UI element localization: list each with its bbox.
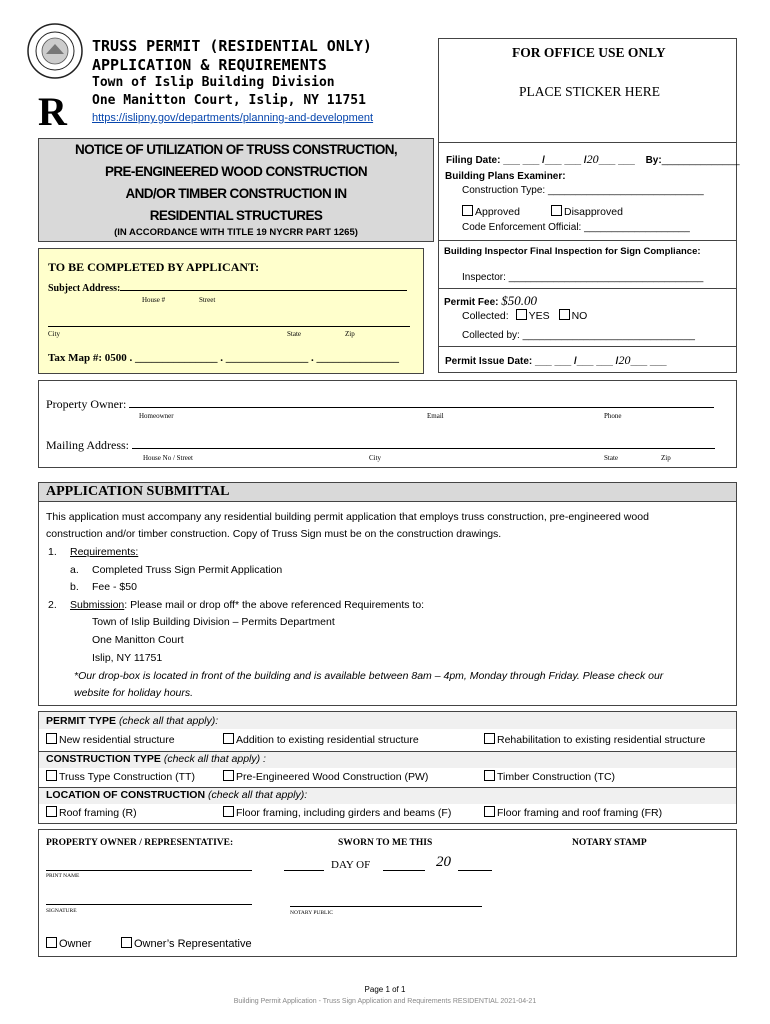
doc-title-line1: TRUSS PERMIT (RESIDENTIAL ONLY) bbox=[92, 37, 372, 55]
website-link[interactable]: https://islipny.gov/departments/planning-and-development bbox=[92, 112, 374, 124]
org-address: One Manitton Court, Islip, NY 11751 bbox=[92, 93, 366, 108]
submission-address-2: One Manitton Court bbox=[92, 634, 184, 646]
sworn-day-line[interactable] bbox=[284, 870, 324, 871]
print-name-line[interactable] bbox=[46, 870, 252, 871]
homeowner-caption: Homeowner bbox=[139, 412, 174, 420]
submittal-heading: APPLICATION SUBMITTAL bbox=[46, 484, 230, 499]
yes-checkbox[interactable]: YES bbox=[512, 310, 550, 322]
sub-number: 2. bbox=[48, 599, 57, 611]
construction-tt-checkbox[interactable]: Truss Type Construction (TT) bbox=[46, 770, 195, 783]
city-line[interactable] bbox=[48, 326, 410, 327]
construction-tc-checkbox[interactable]: Timber Construction (TC) bbox=[484, 770, 615, 783]
location-roof-checkbox[interactable]: Roof framing (R) bbox=[46, 806, 137, 819]
sworn-month-line[interactable] bbox=[383, 870, 425, 871]
submission-address-3: Islip, NY 11751 bbox=[92, 652, 163, 664]
city-caption: City bbox=[48, 330, 61, 338]
location-floor-roof-checkbox[interactable]: Floor framing and roof framing (FR) bbox=[484, 806, 662, 819]
r-mark: R bbox=[38, 89, 67, 134]
owner-rep-checkbox[interactable]: Owner’s Representative bbox=[121, 937, 252, 950]
applicant-heading: TO BE COMPLETED BY APPLICANT: bbox=[48, 260, 260, 274]
plans-examiner-label: Building Plans Examiner: bbox=[445, 171, 566, 182]
location-floor-checkbox[interactable]: Floor framing, including girders and beams (F) bbox=[223, 806, 451, 819]
dropbox-note-1: *Our drop-box is located in front of the building and is available between 8am – 4pm, Monday through Friday. Please check our bbox=[74, 670, 664, 682]
town-seal bbox=[26, 22, 84, 80]
dropbox-note-2: website for holiday hours. bbox=[74, 687, 194, 699]
filing-date[interactable]: Filing Date: ___ ___ /___ ___ /20___ ___ By:______________ bbox=[446, 152, 740, 166]
org-name: Town of Islip Building Division bbox=[92, 75, 335, 90]
notice-line1: NOTICE OF UTILIZATION OF TRUSS CONSTRUCTION, bbox=[74, 142, 398, 157]
notary-public-caption: NOTARY PUBLIC bbox=[290, 910, 333, 916]
owner-zip-caption: Zip bbox=[661, 454, 671, 462]
submittal-text-2: construction and/or timber construction. Copy of Truss Sign must be on the construction drawings. bbox=[46, 528, 502, 540]
code-official-field[interactable]: Code Enforcement Official: ___________________ bbox=[462, 222, 690, 233]
collected-by-field[interactable]: Collected by: _______________________________ bbox=[462, 330, 695, 341]
sworn-year-20: 20 bbox=[436, 854, 451, 870]
requirements-label: Requirements: bbox=[70, 546, 139, 558]
office-use-title: FOR OFFICE USE ONLY bbox=[512, 45, 666, 60]
req-number: 1. bbox=[48, 546, 57, 558]
notice-line2: PRE-ENGINEERED WOOD CONSTRUCTION bbox=[104, 164, 368, 179]
day-of-label: DAY OF bbox=[331, 859, 371, 871]
req-a-marker: a. bbox=[70, 564, 79, 576]
doc-title-line2: APPLICATION & REQUIREMENTS bbox=[92, 56, 327, 74]
collected-row: Collected: YES NO bbox=[462, 310, 588, 322]
owner-checkbox[interactable]: Owner bbox=[46, 937, 91, 950]
disapproved-checkbox[interactable]: Disapproved bbox=[551, 205, 623, 218]
approved-checkbox[interactable]: Approved bbox=[462, 205, 520, 218]
mailing-address-field[interactable]: Mailing Address: bbox=[46, 438, 715, 453]
page-number: Page 1 of 1 bbox=[364, 985, 406, 994]
permit-fee: Permit Fee: $50.00 bbox=[444, 293, 537, 308]
construction-pw-checkbox[interactable]: Pre-Engineered Wood Construction (PW) bbox=[223, 770, 428, 783]
street-caption: Street bbox=[199, 296, 216, 304]
signature-caption: SIGNATURE bbox=[46, 908, 77, 914]
req-b-text: Fee - $50 bbox=[92, 581, 137, 593]
house-street-caption: House No / Street bbox=[143, 454, 193, 462]
sworn-label: SWORN TO ME THIS bbox=[338, 838, 433, 848]
state-caption: State bbox=[287, 330, 301, 338]
notice-subtitle: (IN ACCORDANCE WITH TITLE 19 NYCRR PART 1265) bbox=[114, 227, 358, 238]
representative-label: PROPERTY OWNER / REPRESENTATIVE: bbox=[46, 838, 234, 848]
submittal-text-1: This application must accompany any residential building permit application that employs truss construction, pre-engineered wood bbox=[46, 511, 649, 523]
zip-caption: Zip bbox=[345, 330, 355, 338]
submission-text: Submission: Please mail or drop off* the above referenced Requirements to: bbox=[70, 599, 425, 611]
submission-address-1: Town of Islip Building Division – Permits Department bbox=[92, 616, 335, 628]
house-caption: House # bbox=[142, 296, 166, 304]
permit-issue-date[interactable]: Permit Issue Date: ___ ___ /___ ___ /20___ ___ bbox=[445, 353, 667, 367]
permit-new-checkbox[interactable]: New residential structure bbox=[46, 733, 175, 746]
permit-rehab-checkbox[interactable]: Rehabilitation to existing residential structure bbox=[484, 733, 705, 746]
construction-type-field[interactable]: Construction Type: ____________________________ bbox=[462, 185, 704, 196]
inspector-field[interactable]: Inspector: ___________________________________ bbox=[462, 272, 704, 283]
req-b-marker: b. bbox=[70, 581, 79, 593]
sticker-placeholder: PLACE STICKER HERE bbox=[519, 84, 661, 99]
notice-line3: AND/OR TIMBER CONSTRUCTION IN bbox=[125, 186, 347, 201]
footer-doc-name: Building Permit Application - Truss Sign Application and Requirements RESIDENTIAL 2021-04-21 bbox=[233, 998, 537, 1005]
notary-public-line[interactable] bbox=[290, 906, 482, 907]
req-a-text: Completed Truss Sign Permit Application bbox=[92, 564, 283, 576]
construction-type-label: CONSTRUCTION TYPE (check all that apply) : bbox=[46, 753, 266, 765]
notice-line4: RESIDENTIAL STRUCTURES bbox=[149, 208, 323, 223]
signature-line[interactable] bbox=[46, 904, 252, 905]
email-caption: Email bbox=[427, 412, 444, 420]
owner-state-caption: State bbox=[604, 454, 618, 462]
no-checkbox[interactable]: NO bbox=[553, 310, 588, 322]
permit-addition-checkbox[interactable]: Addition to existing residential structure bbox=[223, 733, 419, 746]
owner-city-caption: City bbox=[369, 454, 382, 462]
permit-type-label: PERMIT TYPE (check all that apply): bbox=[46, 715, 219, 727]
print-name-caption: PRINT NAME bbox=[46, 873, 80, 879]
final-inspection-label: Building Inspector Final Inspection for Sign Compliance: bbox=[444, 246, 701, 257]
subject-address-field[interactable]: Subject Address: bbox=[48, 283, 407, 294]
location-label: LOCATION OF CONSTRUCTION (check all that apply): bbox=[46, 789, 308, 801]
property-owner-field[interactable]: Property Owner: bbox=[46, 397, 714, 412]
sworn-year-line[interactable] bbox=[458, 870, 492, 871]
notary-stamp-label: NOTARY STAMP bbox=[572, 838, 647, 848]
phone-caption: Phone bbox=[604, 412, 622, 420]
tax-map-field[interactable]: Tax Map #: 0500 . _______________ . _______________ . _______________ bbox=[48, 352, 399, 364]
